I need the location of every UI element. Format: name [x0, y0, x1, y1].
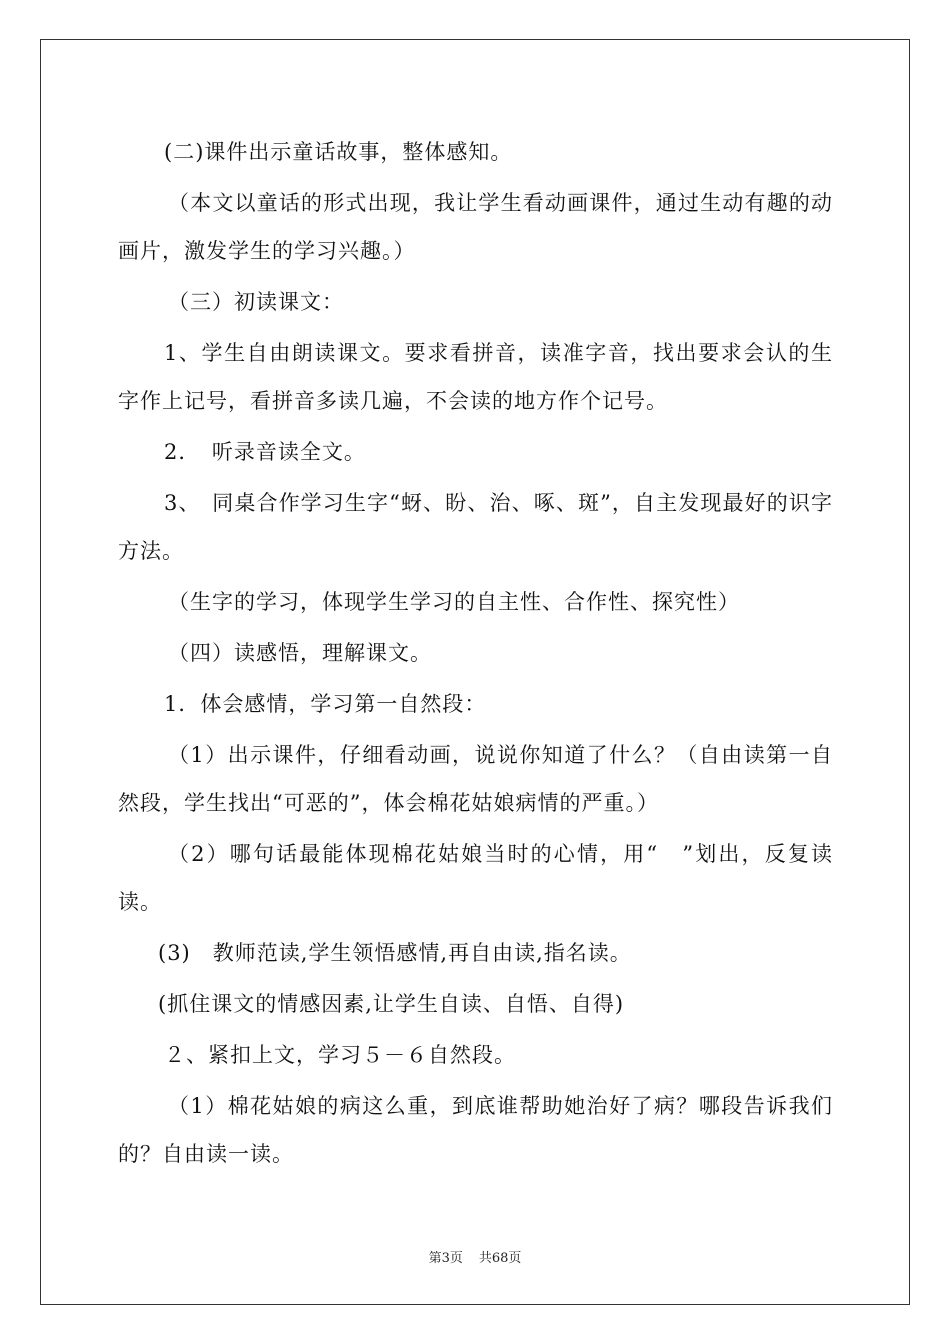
- paragraph: （1）出示课件，仔细看动画，说说你知道了什么？（自由读第一自然段，学生找出“可恶的”，体会棉花姑娘病情的严重。）: [118, 743, 833, 815]
- paragraph: （2）哪句话最能体现棉花姑娘当时的心情，用“ ”划出，反复读读。: [118, 842, 833, 914]
- paragraph: (抓住课文的情感因素,让学生自读、自悟、自得): [158, 992, 625, 1016]
- page-number: 第3页: [428, 1251, 463, 1266]
- page-total: 共68页: [478, 1251, 522, 1266]
- paragraph: 3、 同桌合作学习生字“蚜、盼、治、啄、斑”，自主发现最好的识字方法。: [118, 491, 833, 563]
- paragraph: 2． 听录音读全文。: [164, 440, 366, 464]
- paragraph: 1．体会感情，学习第一自然段：: [164, 692, 487, 716]
- paragraph: (二)课件出示童话故事，整体感知。: [164, 140, 513, 164]
- document-body: [118, 128, 833, 1181]
- page-footer: [0, 1247, 950, 1266]
- paragraph: （三）初读课文：: [168, 290, 344, 314]
- paragraph: （四）读感悟，理解课文。: [168, 641, 432, 665]
- paragraph: (3) 教师范读,学生领悟感情,再自由读,指名读。: [158, 941, 632, 965]
- paragraph: （生字的学习，体现学生学习的自主性、合作性、探究性）: [168, 590, 740, 614]
- paragraph: （本文以童话的形式出现，我让学生看动画课件，通过生动有趣的动画片，激发学生的学习兴趣。）: [118, 191, 833, 263]
- paragraph: （1）棉花姑娘的病这么重，到底谁帮助她治好了病？哪段告诉我们的？自由读一读。: [118, 1094, 833, 1166]
- paragraph: ２、紧扣上文，学习５－６自然段。: [164, 1043, 516, 1067]
- paragraph: 1、学生自由朗读课文。要求看拼音，读准字音，找出要求会认的生字作上记号，看拼音多读几遍，不会读的地方作个记号。: [118, 341, 833, 413]
